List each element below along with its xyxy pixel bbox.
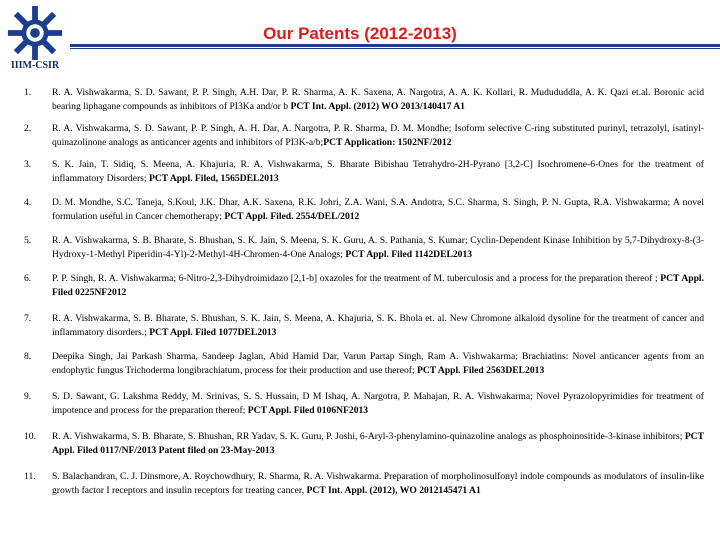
- item-filing: PCT Appl. Filed. 2554/DEL/2012: [224, 210, 360, 222]
- item-filing: PCT Appl. Filed 0106NF2013: [247, 404, 369, 416]
- title-divider: [70, 44, 720, 47]
- item-filing: PCT Appl. Filed 1077DEL2013: [149, 326, 277, 338]
- item-number: 8.: [24, 351, 32, 362]
- logo-caption: IIIM-CSIR: [10, 60, 60, 71]
- page-title: Our Patents (2012-2013): [263, 24, 457, 43]
- item-number: 5.: [24, 235, 32, 246]
- item-number: 3.: [24, 159, 32, 170]
- item-number: 9.: [24, 391, 32, 402]
- item-text: R. A. Vishwakarma, S. D. Sawant, P. P. Singh, A.H. Dar, P. R. Sharma, A. K. Saxena, A. Nargotra, A. A. K. Kollari, R. Mudududdla, A. K. Qazi et.al. Boronic acid bearing liphagane compounds as inhibitors of PI3Ka and/or b PCT Int. Appl. (2012) WO 2013/140417 A1: [52, 87, 704, 112]
- list-item: [24, 350, 704, 377]
- list-item: [24, 470, 704, 497]
- list-item: [24, 234, 704, 261]
- item-text: D. M. Mondhe, S.C. Taneja, S.Koul, J.K. Dhar, A.K. Saxena, R.K. Johri, Z.A. Wani, S.A. Andotra, S.C. Sharma, S. Singh, P. N. Gupta, R.A. Vishwakarma; A novel formulation useful in Cancer chemotherapy; PCT Appl. Filed. 2554/DEL/2012: [52, 197, 704, 222]
- item-filing: PCT Int. Appl. (2012) WO 2013/140417 A1: [290, 100, 465, 112]
- list-item: [24, 390, 704, 417]
- item-filing: PCT Int. Appl. (2012), WO 2012145471 A1: [306, 484, 481, 496]
- item-number: 4.: [24, 197, 32, 208]
- item-text: R. A. Vishwakarma, S. B. Bharate, S. Bhushan, RR Yadav, S. K. Guru, P. Joshi, 6-Aryl-3-phenylamino-quinazoline analogs as phosphoinositide-3-kinase inhibitors; PCT Appl. Filed 0117/NF/2013 Patent filed on 23-May-2013: [52, 431, 704, 456]
- list-item: [24, 86, 704, 113]
- item-number: 2.: [24, 123, 32, 134]
- item-number: 11.: [24, 471, 36, 482]
- item-filing: PCT Appl. Filed 2563DEL2013: [417, 364, 545, 376]
- item-text: S. Balachandran, C. J. Dinsmore, A. Roychowdhury, R. Sharma, R. A. Vishwakarma. Preparation of morpholinosulfonyl indole compounds as modulators of insulin-like growth factor I receptors and insulin receptors for treating cancer, PCT Int. Appl. (2012), WO 2012145471 A1: [52, 471, 704, 496]
- item-filing: PCT Appl. Filed 0117/NF/2013 Patent filed on 23-May-2013: [52, 431, 704, 456]
- item-text: Deepika Singh, Jai Parkash Sharma, Sandeep Jaglan, Abid Hamid Dar, Varun Partap Singh, Ram A. Vishwakarma; Brachiatins: Novel anticancer agents from an endophytic fungus Trichoderma longibrachiatum, process for their production and use thereof; PCT Appl. Filed 2563DEL2013: [52, 351, 704, 376]
- list-item: [24, 196, 704, 223]
- item-number: 1.: [24, 87, 32, 98]
- item-text: R. A. Vishwakarma, S. D. Sawant, P. P. Singh, A. H. Dar, A. Nargotra, P. R. Sharma, D. M. Mondhe; Isoform selective C-ring substituted purinyl, tetrazolyl, isatinyl-quinazolinone analogs as anticancer agents and inhibitors of PI3K-a/b;PCT Application: 1502NF/2012: [52, 123, 704, 148]
- item-filing: PCT Appl. Filed 1142DEL2013: [345, 248, 473, 260]
- list-item: [24, 122, 704, 149]
- list-item: [24, 158, 704, 185]
- item-number: 10.: [24, 431, 36, 442]
- item-filing: PCT Application: 1502NF/2012: [323, 136, 452, 148]
- list-item: [24, 312, 704, 339]
- item-text: S. D. Sawant, G. Lakshma Reddy, M. Srinivas, S. S. Hussain, D M Ishaq, A. Nargotra, P. Mahajan, R. A. Vishwakarma; Novel Pyrazolopyrimidies for treatment of impotence and process for the preparation thereof; PCT Appl. Filed 0106NF2013: [52, 391, 704, 416]
- item-filing: PCT Appl. Filed 0225NF2012: [52, 273, 704, 298]
- list-item: [24, 430, 704, 457]
- item-text: S. K. Jain, T. Sidiq, S. Meena, A. Khajuria, R. A. Vishwakarma, S. Bharate Bibishau Tetrahydro-2H-Pyrano [3,2-C] Isochromene-6-Ones for the treatment of inflammatory Disorders; PCT Appl. Filed, 1565DEL2013: [52, 159, 704, 184]
- item-text: P. P. Singh, R. A. Vishwakarma; 6-Nitro-2,3-Dihydroimidazo [2,1-b] oxazoles for the treatment of M. tuberculosis and a process for the preparation thereof ; PCT Appl. Filed 0225NF2012: [52, 273, 704, 298]
- item-text: R. A. Vishwakarma, S. B. Bharate, S. Bhushan, S. K. Jain, S. Meena, A. Khajuria, S. K. Bhola et. al. New Chromone alkaloid dysoline for the treatment of cancer and inflammatory disorders.; PCT Appl. Filed 1077DEL2013: [52, 313, 704, 338]
- item-filing: PCT Appl. Filed, 1565DEL2013: [148, 172, 279, 184]
- title-divider-thin: [70, 48, 720, 49]
- item-text: R. A. Vishwakarma, S. B. Bharate, S. Bhushan, S. K. Jain, S. Meena, S. K. Guru, A. S. Pathania, S. Kumar; Cyclin-Dependent Kinase Inhibition by 5,7-Dihydroxy-8-(3-Hydroxy-1-Methyl Piperidin-4-Yl)-2-Methyl-4H-Chromen-4-One Analogs; PCT Appl. Filed 1142DEL2013: [52, 235, 704, 260]
- item-number: 6.: [24, 273, 32, 284]
- item-number: 7.: [24, 313, 32, 324]
- list-item: [24, 272, 704, 299]
